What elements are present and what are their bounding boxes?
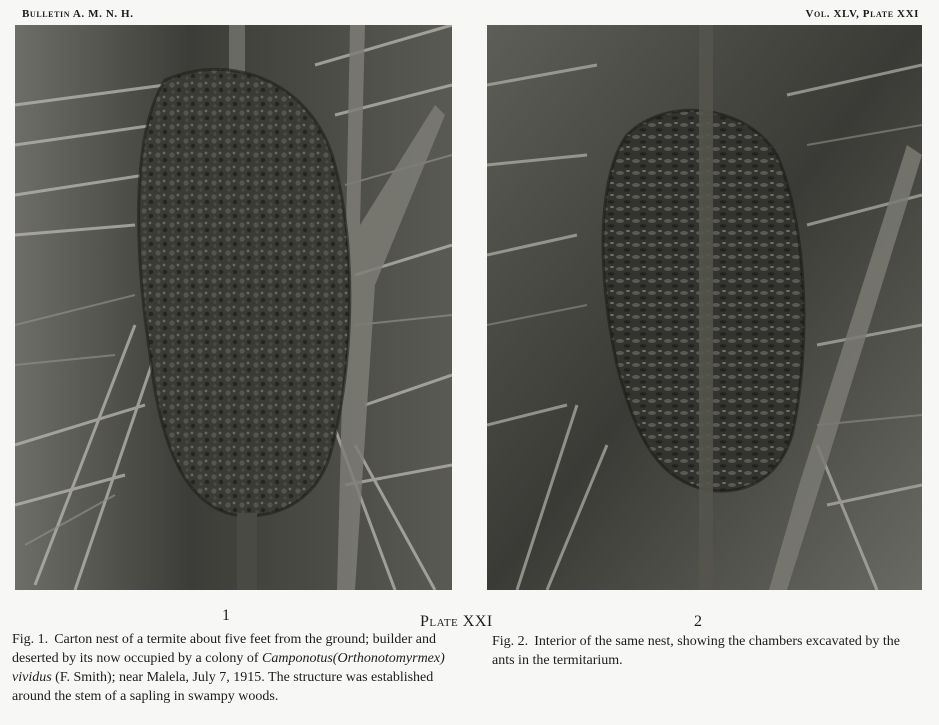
header-volume-plate: Vol. XLV, Plate XXI [805,8,919,20]
caption-1-species: vividus [12,670,52,685]
caption-1-text-b: (F. Smith); near Malela, July 7, 1915. The structure was established around the stem of a sapling in swampy woods. [12,670,434,704]
caption-1-label: Fig. 1. [12,632,49,647]
caption-1-subgenus: (Orthonotomyrmex) [332,651,445,666]
caption-1-text-a: Carton nest of a termite about five feet from the ground; builder and deserted by its now occupied by a colony of [12,632,436,666]
photo-figure-2-nest-interior [487,25,922,590]
plate-title: Plate XXI [420,613,493,630]
caption-1-genus: Camponotus [262,651,333,666]
header-journal-title: Bulletin A. M. N. H. [22,8,134,20]
figure-number-2: 2 [694,613,702,630]
caption-2-label: Fig. 2. [492,634,529,649]
photo-figure-1-nest-exterior [15,25,452,590]
figure-number-1: 1 [222,607,230,624]
caption-2-text: Interior of the same nest, showing the chambers excavated by the ants in the termitarium. [492,634,901,668]
caption-figure-1 [12,630,470,706]
caption-figure-2 [492,632,912,670]
